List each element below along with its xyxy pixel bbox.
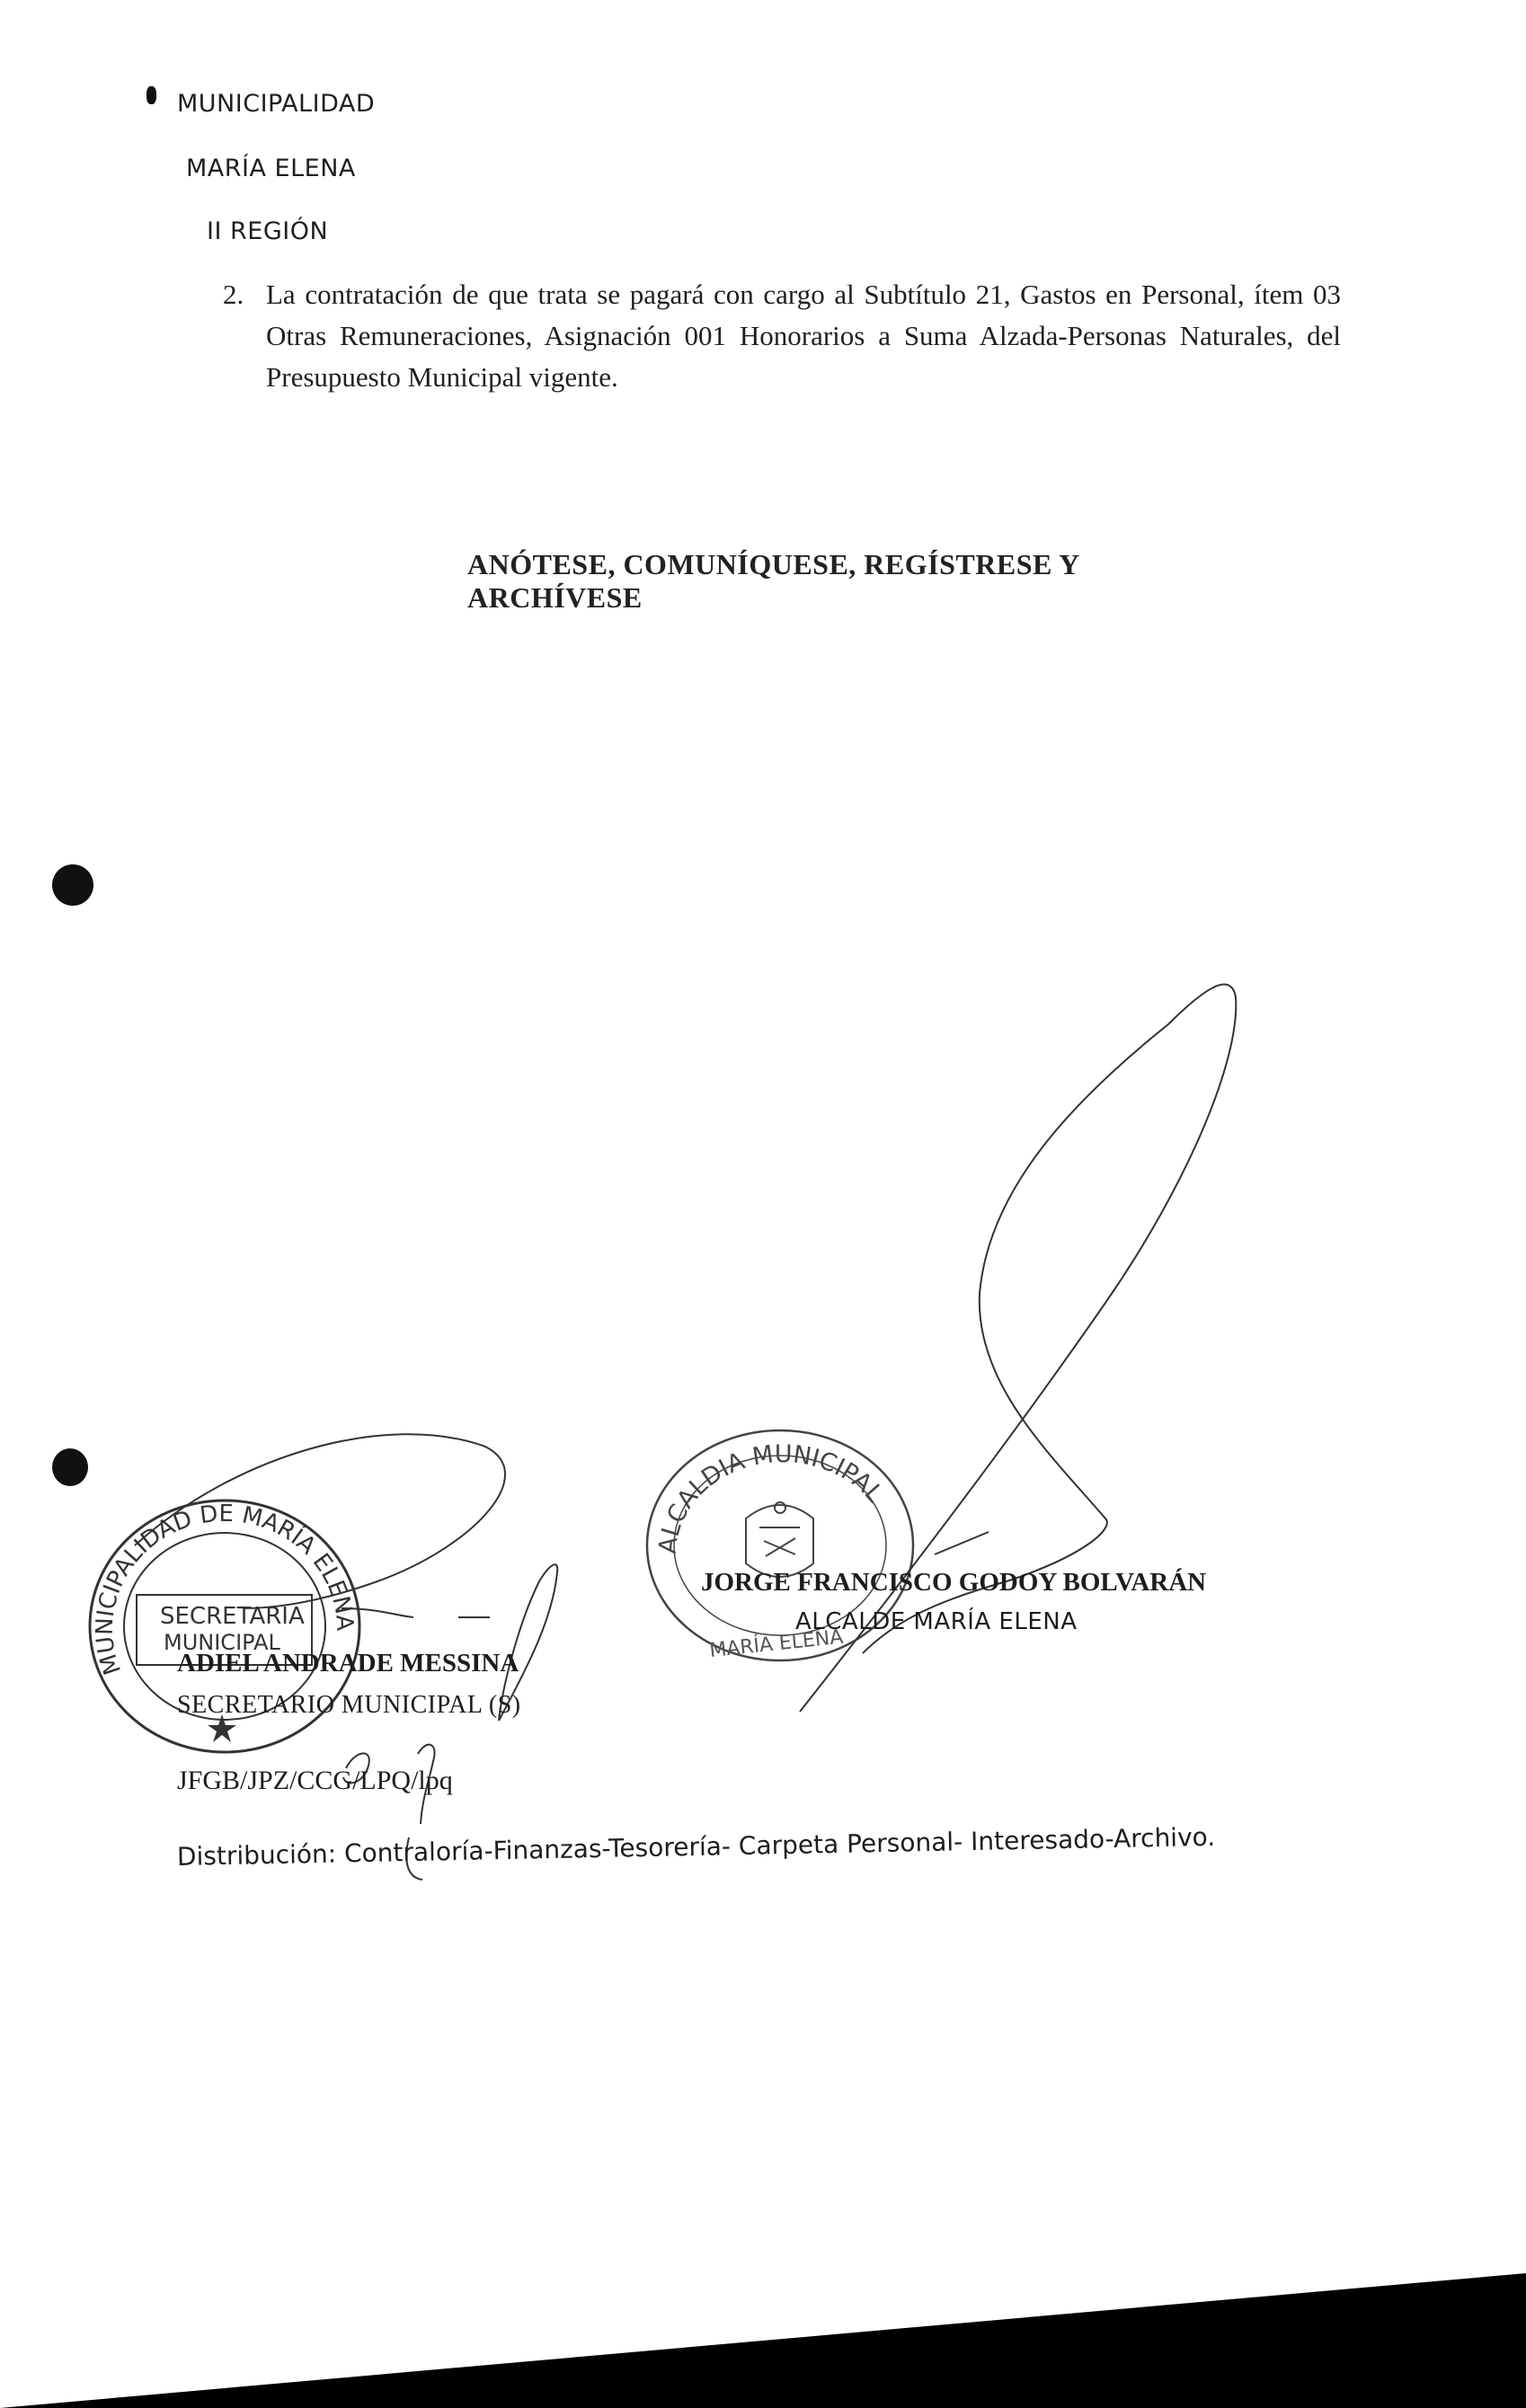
header-municipality: MUNICIPALIDAD bbox=[177, 90, 376, 118]
mayor-role: ALCALDE MARÍA ELENA bbox=[795, 1608, 1078, 1635]
stamp-center-text-1: SECRETARIA bbox=[160, 1603, 305, 1630]
closing-formula: ANÓTESE, COMUNÍQUESE, REGÍSTRESE Y ARCHÍVESE bbox=[467, 548, 1079, 614]
item-text: La contratación de que trata se pagará con cargo al Subtítulo 21, Gastos en Personal, ítem 03 Otras Remuneraciones, Asignación 001 Honorarios a Suma Alzada-Personas Naturales, del Presupuesto Municipal vigente. bbox=[266, 279, 1341, 393]
secretary-role: SECRETARIO MUNICIPAL (S) bbox=[177, 1691, 521, 1719]
secretary-name: ADIEL ANDRADE MESSINA bbox=[177, 1649, 519, 1678]
header-commune: MARÍA ELENA bbox=[186, 155, 356, 182]
stamp-bottom-text: MARÍA ELENA bbox=[708, 1625, 845, 1663]
item-number: 2. bbox=[223, 279, 244, 310]
distribution-list: Distribución: Contraloría-Finanzas-Tesorería- Carpeta Personal- Interesado-Archivo. bbox=[176, 1821, 1216, 1872]
stamp-center-text-2: MUNICIPAL bbox=[164, 1630, 280, 1655]
reference-initials: JFGB/JPZ/CCG/LPQ/lpq bbox=[177, 1766, 453, 1795]
stamp-ring-text: ALCALDIA MUNICIPAL bbox=[653, 1440, 889, 1555]
stamp-ring-text: MUNICIPALIDAD DE MARÍA ELENA bbox=[91, 1500, 359, 1678]
header-region: II REGIÓN bbox=[207, 217, 329, 245]
mayor-name: JORGE FRANCISCO GODOY BOLVARÁN bbox=[701, 1568, 1207, 1597]
